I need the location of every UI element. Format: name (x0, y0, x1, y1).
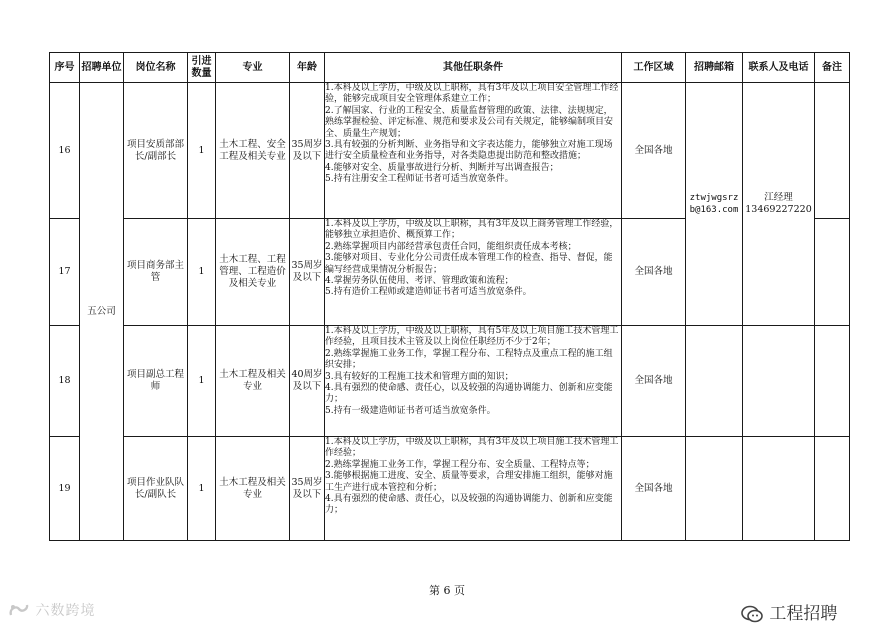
position-text: 项目副总工程师 (126, 369, 184, 392)
major-text: 土木工程及相关专业 (219, 476, 286, 500)
condition-line: 3.具有较好的工程施工技术和管理方面的知识； (325, 371, 514, 382)
page-number: 第 6 页 (429, 584, 465, 597)
position-cell (124, 83, 188, 219)
condition-line: 1.本科及以上学历，中级及以上职称，具有3年及以上项目施工技术管理工作经验； (325, 437, 619, 459)
row-no: 17 (50, 219, 80, 326)
email-cell-empty (686, 326, 743, 437)
email-cell-empty (686, 437, 743, 541)
conditions-cell (325, 437, 622, 541)
header-row (50, 53, 850, 83)
count-cell: 1 (188, 326, 216, 437)
condition-line: 2.了解国家、行业的工程安全、质量监督管理的政策、法律、法规规定，熟练掌握检验、评定标准、规范和要求及公司有关规定，能够编制项目安全、质量生产规划； (325, 105, 614, 139)
position-cell (124, 219, 188, 326)
watermark-left-text: 六数跨境 (35, 603, 96, 619)
condition-line: 4.具有强烈的使命感、责任心，以及较强的沟通协调能力、创新和应变能力； (325, 383, 613, 405)
watermark-left (8, 600, 95, 620)
count-cell: 1 (188, 83, 216, 219)
position-cell (124, 326, 188, 437)
header-count: 引进数量 (188, 53, 216, 83)
condition-line: 5.持有一级建造师证书者可适当放宽条件。 (325, 405, 496, 416)
row-no: 16 (50, 83, 80, 219)
conditions-cell (325, 83, 622, 219)
age-cell: 35周岁及以下 (290, 437, 325, 541)
header-contact: 联系人及电话 (743, 53, 815, 83)
region-cell: 全国各地 (622, 219, 686, 326)
watermark-right (740, 599, 837, 624)
contact-text: 江经理 13469227220 (745, 192, 812, 215)
header-position: 岗位名称 (124, 53, 188, 83)
condition-line: 1.本科及以上学历，中级及以上职称，具有3年及以上商务管理工作经验，能够独立承担造价、概预算工作； (325, 219, 619, 241)
header-age: 年龄 (290, 53, 325, 83)
condition-line: 1.本科及以上学历，中级及以上职称，具有3年及以上项目安全管理工作经验，能够完成项目安全管理体系建立工作； (325, 83, 619, 105)
condition-line: 4.掌握劳务队伍使用、考评、管理政策和流程； (325, 276, 514, 287)
remark-cell (815, 437, 850, 541)
watermark-right-text: 工程招聘 (769, 604, 838, 624)
region-cell: 全国各地 (622, 83, 686, 219)
header-region: 工作区域 (622, 53, 686, 83)
age-cell: 35周岁及以下 (290, 219, 325, 326)
remark-cell (815, 219, 850, 326)
condition-line: 3.能够对项目、专业化分公司责任成本管理工作的检查、指导、督促，能编写经营成果情况分析报告； (325, 253, 613, 275)
header-conditions: 其他任职条件 (325, 53, 622, 83)
condition-line: 4.具有强烈的使命感、责任心，以及较强的沟通协调能力、创新和应变能力； (325, 494, 613, 516)
recruitment-table (49, 52, 850, 541)
header-no: 序号 (50, 53, 80, 83)
contact-cell-empty (743, 326, 815, 437)
region-cell: 全国各地 (622, 437, 686, 541)
email-cell (686, 83, 743, 326)
email-text: ztwjwgsrzb@163.com (689, 193, 739, 215)
contact-cell-empty (743, 437, 815, 541)
condition-line: 4.能够对安全、质量事故进行分析、判断并写出调查报告； (325, 162, 559, 173)
major-cell (216, 219, 290, 326)
contact-cell (743, 83, 815, 326)
condition-line: 5.持有注册安全工程师证书者可适当放宽条件。 (325, 174, 514, 185)
condition-line: 3.能够根据施工进度、安全、质量等要求，合理安排施工组织，能够对施工生产进行成本管控和分析； (325, 471, 613, 493)
table-row (50, 326, 850, 437)
header-email: 招聘邮箱 (686, 53, 743, 83)
remark-cell (815, 83, 850, 219)
row-no: 19 (50, 437, 80, 541)
major-text: 土木工程、工程管理、工程造价及相关专业 (219, 254, 286, 289)
age-cell: 40周岁及以下 (290, 326, 325, 437)
conditions-cell (325, 219, 622, 326)
count-cell: 1 (188, 219, 216, 326)
condition-line: 2.熟练掌握项目内部经营承包责任合同，能组织责任成本考核； (325, 241, 577, 252)
major-cell (216, 83, 290, 219)
count-cell: 1 (188, 437, 216, 541)
position-text: 项目安质部部长/副部长 (126, 138, 184, 162)
wechat-icon (740, 604, 764, 624)
table-row (50, 437, 850, 541)
row-no: 18 (50, 326, 80, 437)
position-text: 项目商务部主管 (126, 260, 184, 283)
position-text: 项目作业队队长/副队长 (126, 476, 184, 500)
major-text: 土木工程、安全工程及相关专业 (219, 138, 286, 162)
brand-logo-icon (8, 603, 30, 619)
conditions-cell (325, 326, 622, 437)
table-row (50, 83, 850, 219)
major-cell (216, 326, 290, 437)
condition-line: 2.熟练掌握施工业务工作，掌握工程分布、安全质量、工程特点等； (325, 459, 595, 470)
condition-line: 3.具有较强的分析判断、业务指导和文字表达能力，能够独立对施工现场进行安全质量检查和业务指导，对各类隐患提出防范和整改措施； (325, 140, 613, 162)
major-text: 土木工程及相关专业 (219, 369, 286, 392)
condition-line: 2.熟练掌握施工业务工作，掌握工程分布、工程特点及重点工程的施工组织安排； (325, 348, 613, 371)
major-cell (216, 437, 290, 541)
remark-cell (815, 326, 850, 437)
header-major: 专业 (216, 53, 290, 83)
position-cell (124, 437, 188, 541)
region-cell: 全国各地 (622, 326, 686, 437)
condition-line: 5.持有造价工程师或建造师证书者可适当放宽条件。 (325, 287, 532, 298)
unit-cell: 五公司 (80, 83, 124, 541)
condition-line: 1.本科及以上学历，中级及以上职称，具有5年及以上项目施工技术管理工作经验，且项目技术主管及以上岗位任职经历不少于2年； (325, 326, 619, 348)
age-cell: 35周岁及以下 (290, 83, 325, 219)
header-unit: 招聘单位 (80, 53, 124, 83)
header-remark: 备注 (815, 53, 850, 83)
